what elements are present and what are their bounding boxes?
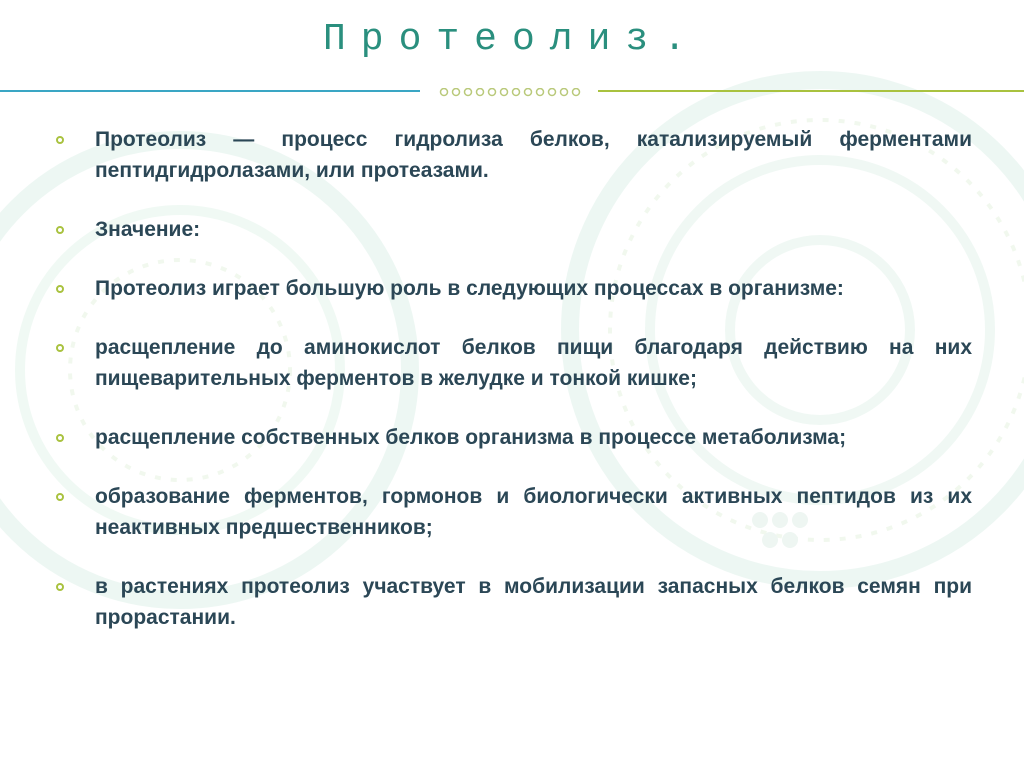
bullet-ring-icon <box>56 285 64 293</box>
list-item <box>54 124 972 186</box>
slide-title: Протеолиз. <box>322 18 702 61</box>
list-item-text: в растениях протеолиз участвует в мобилизации запасных белков семян при прорастании. <box>95 575 972 629</box>
list-item <box>54 332 972 394</box>
list-item <box>54 273 972 304</box>
list-item-text: расщепление до аминокислот белков пищи благодаря действию на них пищеварительных ферментов в желудке и тонкой кишке; <box>95 336 972 390</box>
title-divider <box>0 88 1024 100</box>
list-item <box>54 214 972 245</box>
bullet-ring-icon <box>56 434 64 442</box>
bullet-ring-icon <box>56 583 64 591</box>
list-item <box>54 571 972 633</box>
list-item-text: Протеолиз — процесс гидролиза белков, катализируемый ферментами пептидгидролазами, или протеазами. <box>95 128 972 182</box>
bullet-ring-icon <box>56 226 64 234</box>
bullet-list <box>54 124 972 661</box>
bullet-ring-icon <box>56 136 64 144</box>
list-item-text: Протеолиз играет большую роль в следующих процессах в организме: <box>95 277 844 300</box>
list-item <box>54 481 972 543</box>
list-item-text: образование ферментов, гормонов и биологически активных пептидов из их неактивных предшественников; <box>95 485 972 539</box>
bullet-ring-icon <box>56 493 64 501</box>
list-item-text: расщепление собственных белков организма в процессе метаболизма; <box>95 426 847 449</box>
list-item <box>54 422 972 453</box>
bullet-ring-icon <box>56 344 64 352</box>
list-item-text: Значение: <box>95 218 201 241</box>
